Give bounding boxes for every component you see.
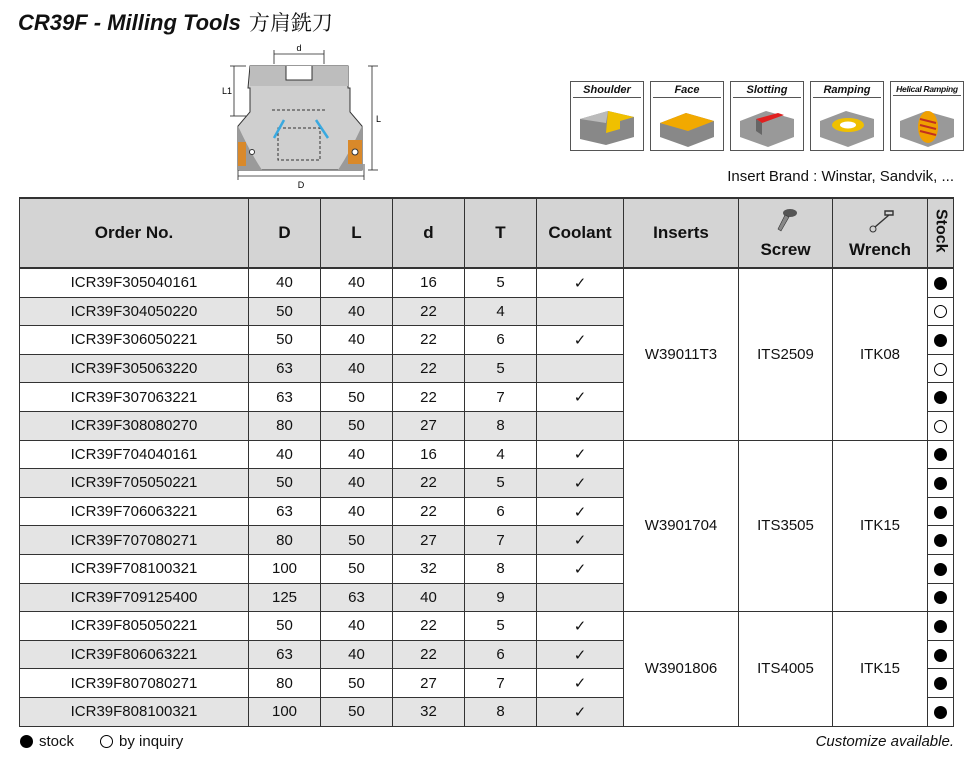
header-coolant: Coolant [537, 198, 624, 268]
table-row [20, 268, 954, 297]
cell-T: 4 [465, 297, 537, 326]
cell-L: 40 [321, 268, 393, 297]
cell-d: 22 [393, 383, 465, 412]
cell-d: 40 [393, 583, 465, 612]
cell-T: 8 [465, 411, 537, 440]
cell-coolant [537, 354, 624, 383]
cell-L: 40 [321, 297, 393, 326]
cell-d: 27 [393, 411, 465, 440]
cell-D: 40 [249, 440, 321, 469]
cell-d: 16 [393, 440, 465, 469]
cell-order: ICR39F708100321 [20, 554, 249, 583]
cell-T: 6 [465, 326, 537, 355]
cell-d: 22 [393, 612, 465, 641]
stock-dot-icon [934, 334, 947, 347]
cell-T: 8 [465, 697, 537, 726]
stock-dot-icon [934, 563, 947, 576]
cell-D: 50 [249, 612, 321, 641]
stock-dot-icon [934, 277, 947, 290]
stock-dot-icon [934, 534, 947, 547]
cell-L: 40 [321, 440, 393, 469]
cell-insert: W3901806 [624, 612, 739, 726]
customize-note: Customize available. [815, 733, 954, 750]
cell-d: 22 [393, 326, 465, 355]
inquiry-dot-icon [934, 305, 947, 318]
cell-stock [928, 697, 954, 726]
cell-d: 32 [393, 554, 465, 583]
cell-wrench: ITK08 [833, 268, 928, 440]
cell-wrench: ITK15 [833, 440, 928, 612]
header-L: L [321, 198, 393, 268]
cell-coolant: ✓ [537, 268, 624, 297]
header-stock-label: Stock [932, 208, 950, 253]
cell-insert: W39011T3 [624, 268, 739, 440]
cell-coolant: ✓ [537, 640, 624, 669]
stock-dot-icon [934, 706, 947, 719]
cell-T: 5 [465, 354, 537, 383]
cell-L: 40 [321, 469, 393, 498]
operation-slotting: Slotting [730, 81, 804, 151]
inquiry-dot-icon [100, 735, 113, 748]
cell-coolant: ✓ [537, 469, 624, 498]
stock-dot-icon [934, 620, 947, 633]
cell-stock [928, 268, 954, 297]
cell-T: 5 [465, 469, 537, 498]
cell-coolant: ✓ [537, 440, 624, 469]
stock-dot-icon [934, 591, 947, 604]
cell-L: 40 [321, 326, 393, 355]
product-table [19, 197, 954, 727]
inquiry-dot-icon [934, 420, 947, 433]
header-d: d [393, 198, 465, 268]
page-title [18, 7, 333, 37]
cell-D: 63 [249, 383, 321, 412]
cell-wrench: ITK15 [833, 612, 928, 726]
cell-L: 40 [321, 640, 393, 669]
cell-coolant: ✓ [537, 383, 624, 412]
cell-L: 63 [321, 583, 393, 612]
cell-T: 8 [465, 554, 537, 583]
operations-panel [570, 81, 964, 151]
cell-stock [928, 297, 954, 326]
cell-D: 40 [249, 268, 321, 297]
cell-order: ICR39F806063221 [20, 640, 249, 669]
svg-text:L1: L1 [222, 86, 233, 96]
cell-d: 27 [393, 526, 465, 555]
header-inserts: Inserts [624, 198, 739, 268]
cell-stock [928, 612, 954, 641]
cell-stock [928, 383, 954, 412]
cell-stock [928, 326, 954, 355]
cell-D: 63 [249, 497, 321, 526]
cell-d: 22 [393, 354, 465, 383]
cell-order: ICR39F304050220 [20, 297, 249, 326]
cell-order: ICR39F706063221 [20, 497, 249, 526]
header-T: T [465, 198, 537, 268]
cell-D: 125 [249, 583, 321, 612]
cell-T: 9 [465, 583, 537, 612]
stock-dot-icon [20, 735, 33, 748]
cell-d: 16 [393, 268, 465, 297]
operation-shoulder: Shoulder [570, 81, 644, 151]
cell-L: 40 [321, 612, 393, 641]
cell-order: ICR39F306050221 [20, 326, 249, 355]
cell-stock [928, 440, 954, 469]
cell-d: 27 [393, 669, 465, 698]
cell-stock [928, 497, 954, 526]
cell-order: ICR39F704040161 [20, 440, 249, 469]
table-body [20, 268, 954, 726]
cell-D: 80 [249, 526, 321, 555]
cell-coolant [537, 297, 624, 326]
cell-d: 22 [393, 640, 465, 669]
cell-T: 7 [465, 526, 537, 555]
cell-T: 7 [465, 669, 537, 698]
cell-order: ICR39F705050221 [20, 469, 249, 498]
cell-L: 50 [321, 669, 393, 698]
cell-T: 4 [465, 440, 537, 469]
operation-ramping: Ramping [810, 81, 884, 151]
legend-stock: stock [39, 733, 75, 750]
title-text: CR39F - Milling Tools [18, 10, 241, 35]
header-D: D [249, 198, 321, 268]
header-screw-label: Screw [760, 239, 811, 259]
cell-stock [928, 526, 954, 555]
header-wrench-label: Wrench [848, 239, 912, 259]
cell-insert: W3901704 [624, 440, 739, 612]
cell-coolant: ✓ [537, 497, 624, 526]
cell-T: 5 [465, 612, 537, 641]
insert-brand: Insert Brand : Winstar, Sandvik, ... [727, 168, 954, 185]
svg-text:d: d [296, 43, 302, 53]
table-header [20, 198, 954, 268]
cell-screw: ITS3505 [739, 440, 833, 612]
svg-text:L: L [376, 114, 382, 124]
stock-dot-icon [934, 677, 947, 690]
cell-stock [928, 669, 954, 698]
cell-coolant [537, 411, 624, 440]
cell-D: 50 [249, 297, 321, 326]
cell-D: 100 [249, 554, 321, 583]
stock-dot-icon [934, 477, 947, 490]
cell-L: 50 [321, 383, 393, 412]
title-chinese: 方肩銑刀 [248, 11, 333, 35]
stock-dot-icon [934, 391, 947, 404]
cell-L: 40 [321, 497, 393, 526]
legend-inquiry: by inquiry [119, 733, 184, 750]
header-screw [739, 198, 833, 268]
cell-d: 32 [393, 697, 465, 726]
cell-coolant: ✓ [537, 554, 624, 583]
legend [20, 733, 183, 750]
cell-D: 80 [249, 411, 321, 440]
svg-text:D: D [297, 180, 305, 190]
stock-dot-icon [934, 649, 947, 662]
cell-stock [928, 354, 954, 383]
cell-d: 22 [393, 297, 465, 326]
cell-D: 50 [249, 326, 321, 355]
cell-coolant: ✓ [537, 326, 624, 355]
cell-order: ICR39F709125400 [20, 583, 249, 612]
cell-stock [928, 640, 954, 669]
cell-L: 40 [321, 354, 393, 383]
header-stock [928, 198, 954, 268]
cell-order: ICR39F307063221 [20, 383, 249, 412]
cell-T: 7 [465, 383, 537, 412]
cell-stock [928, 554, 954, 583]
cell-D: 80 [249, 669, 321, 698]
stock-dot-icon [934, 448, 947, 461]
cell-stock [928, 411, 954, 440]
cell-D: 63 [249, 354, 321, 383]
cell-order: ICR39F305063220 [20, 354, 249, 383]
cell-L: 50 [321, 554, 393, 583]
cell-d: 22 [393, 469, 465, 498]
cell-order: ICR39F805050221 [20, 612, 249, 641]
cell-order: ICR39F305040161 [20, 268, 249, 297]
stock-dot-icon [934, 506, 947, 519]
cell-coolant: ✓ [537, 526, 624, 555]
cell-coolant: ✓ [537, 669, 624, 698]
cell-stock [928, 469, 954, 498]
cell-coolant [537, 583, 624, 612]
operation-face: Face [650, 81, 724, 151]
cell-T: 5 [465, 268, 537, 297]
header-wrench [833, 198, 928, 268]
cell-T: 6 [465, 640, 537, 669]
cell-D: 100 [249, 697, 321, 726]
cell-screw: ITS2509 [739, 268, 833, 440]
cell-order: ICR39F707080271 [20, 526, 249, 555]
cell-L: 50 [321, 411, 393, 440]
cell-L: 50 [321, 697, 393, 726]
cell-screw: ITS4005 [739, 612, 833, 726]
cell-stock [928, 583, 954, 612]
cell-T: 6 [465, 497, 537, 526]
cell-coolant: ✓ [537, 697, 624, 726]
cell-order: ICR39F808100321 [20, 697, 249, 726]
cell-D: 50 [249, 469, 321, 498]
cell-order: ICR39F308080270 [20, 411, 249, 440]
cell-order: ICR39F807080271 [20, 669, 249, 698]
cell-d: 22 [393, 497, 465, 526]
operation-helical-ramping: Helical Ramping [890, 81, 964, 151]
inquiry-dot-icon [934, 363, 947, 376]
table-row [20, 612, 954, 641]
table-row [20, 440, 954, 469]
cell-coolant: ✓ [537, 612, 624, 641]
header-order: Order No. [20, 198, 249, 268]
wrench-icon [863, 207, 897, 235]
screw-icon [773, 207, 799, 235]
tool-diagram [222, 42, 384, 192]
cell-L: 50 [321, 526, 393, 555]
cell-D: 63 [249, 640, 321, 669]
